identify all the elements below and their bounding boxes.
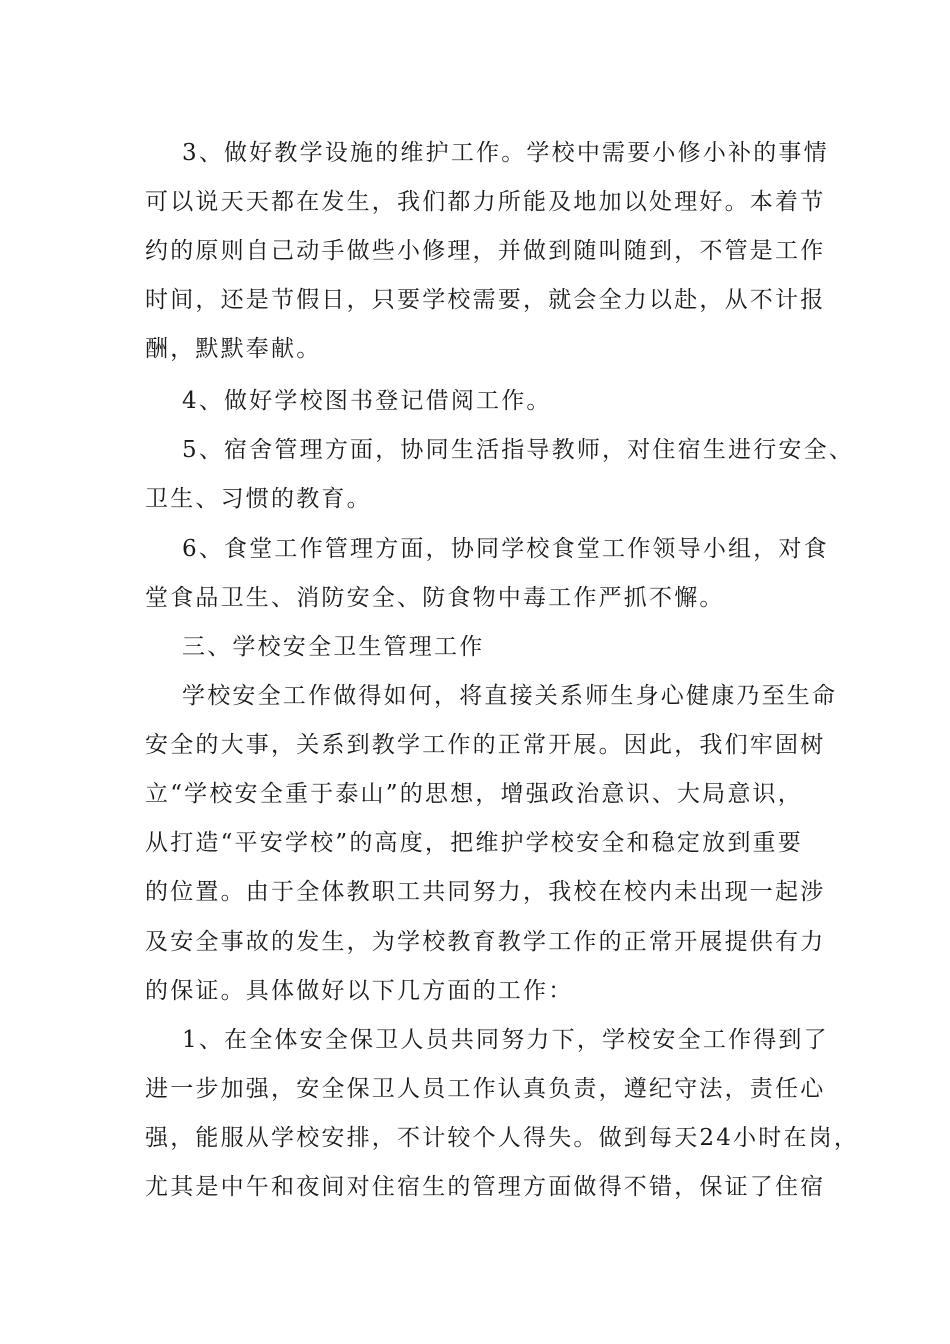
text-line: 卫生、习惯的教育。: [145, 486, 372, 512]
text-line: 1、在全体安全保卫人员共同努力下，学校安全工作得到了: [182, 1027, 829, 1053]
text-line: 酬，默默奉献。: [145, 336, 322, 362]
text-line: 6、食堂工作管理方面，协同学校食堂工作领导小组，对食: [182, 536, 829, 562]
text-line: 学校安全工作做得如何，将直接关系师生身心健康乃至生命: [182, 683, 838, 709]
text-line: 立“学校安全重于泰山”的思想，增强政治意识、大局意识，: [145, 781, 803, 807]
text-line: 强，能服从学校安排，不计较个人得失。做到每天24小时在岗，: [145, 1125, 860, 1151]
text-line: 4、做好学校图书登记借阅工作。: [182, 388, 552, 414]
text-line: 时间，还是节假日，只要学校需要，就会全力以赴，从不计报: [145, 287, 826, 313]
text-line: 从打造“平安学校”的高度，把维护学校安全和稳定放到重要: [145, 830, 803, 856]
text-line: 约的原则自己动手做些小修理，并做到随叫随到，不管是工作: [145, 238, 826, 264]
text-line: 可以说天天都在发生，我们都力所能及地加以处理好。本着节: [145, 189, 826, 215]
text-line: 堂食品卫生、消防安全、防食物中毒工作严抓不懈。: [145, 585, 725, 611]
text-line: 的保证。具体做好以下几方面的工作：: [145, 978, 574, 1004]
text-line: 进一步加强，安全保卫人员工作认真负责，遵纪守法，责任心: [145, 1076, 826, 1102]
text-line: 及安全事故的发生，为学校教育教学工作的正常开展提供有力: [145, 929, 826, 955]
text-line: 尤其是中午和夜间对住宿生的管理方面做得不错，保证了住宿: [145, 1174, 826, 1200]
text-line: 5、宿舍管理方面，协同生活指导教师，对住宿生进行安全、: [182, 437, 855, 463]
text-line: 3、做好教学设施的维护工作。学校中需要小修小补的事情: [182, 140, 829, 166]
text-line: 的位置。由于全体教职工共同努力，我校在校内未出现一起涉: [145, 879, 826, 905]
section-heading: 三、学校安全卫生管理工作: [182, 634, 485, 660]
text-line: 安全的大事，关系到教学工作的正常开展。因此，我们牢固树: [145, 732, 826, 758]
